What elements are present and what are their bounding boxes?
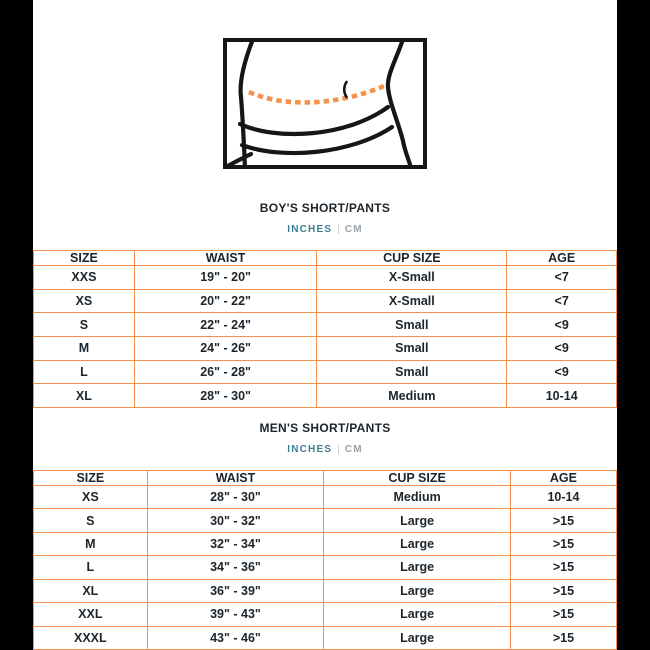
waist-measurement-diagram	[223, 38, 427, 169]
unit-inches-link[interactable]: INCHES	[287, 444, 333, 455]
navel-mark	[344, 82, 346, 97]
table-row	[34, 486, 617, 509]
cup-cell: Large	[324, 626, 511, 649]
unit-cm-link[interactable]: CM	[344, 224, 363, 235]
size-cell: XL	[34, 384, 135, 408]
column-header-age: AGE	[510, 471, 616, 486]
cup-cell: X-Small	[317, 266, 507, 290]
unit-toggle-boys	[33, 224, 617, 236]
size-cell: XS	[34, 486, 148, 509]
torso-outline-right	[388, 42, 411, 165]
size-cell: M	[34, 336, 135, 360]
cup-cell: Small	[317, 360, 507, 384]
column-header-cup-size: CUP SIZE	[324, 471, 511, 486]
size-chart-page	[33, 0, 617, 650]
table-row	[34, 313, 617, 337]
boys-size-table	[33, 250, 617, 408]
waist-cell: 26" - 28"	[134, 360, 316, 384]
size-cell: XXS	[34, 266, 135, 290]
table-row	[34, 289, 617, 313]
age-cell: 10-14	[507, 384, 617, 408]
cup-cell: X-Small	[317, 289, 507, 313]
unit-divider: |	[337, 444, 340, 455]
waist-cell: 28" - 30"	[147, 486, 324, 509]
size-cell: M	[34, 532, 148, 555]
age-cell: <7	[507, 266, 617, 290]
size-cell: XL	[34, 579, 148, 602]
cup-cell: Large	[324, 509, 511, 532]
size-cell: L	[34, 360, 135, 384]
age-cell: <9	[507, 313, 617, 337]
waist-cell: 39" - 43"	[147, 603, 324, 626]
age-cell: >15	[510, 626, 616, 649]
cup-cell: Small	[317, 336, 507, 360]
table-row	[34, 509, 617, 532]
waistband-upper-line	[240, 107, 388, 134]
table-row	[34, 579, 617, 602]
unit-toggle-mens	[33, 444, 617, 456]
column-header-size: SIZE	[34, 471, 148, 486]
unit-cm-link[interactable]: CM	[344, 444, 363, 455]
size-cell: XXL	[34, 603, 148, 626]
age-cell: >15	[510, 603, 616, 626]
age-cell: <9	[507, 336, 617, 360]
unit-inches-link[interactable]: INCHES	[287, 224, 333, 235]
cup-cell: Large	[324, 579, 511, 602]
age-cell: >15	[510, 556, 616, 579]
column-header-cup-size: CUP SIZE	[317, 251, 507, 266]
waist-cell: 19" - 20"	[134, 266, 316, 290]
cup-cell: Large	[324, 556, 511, 579]
mens-size-table	[33, 470, 617, 650]
column-header-waist: WAIST	[134, 251, 316, 266]
age-cell: >15	[510, 579, 616, 602]
waist-cell: 36" - 39"	[147, 579, 324, 602]
table-row	[34, 603, 617, 626]
table-row	[34, 384, 617, 408]
section-title-boys: BOY'S SHORT/PANTS	[259, 201, 391, 215]
age-cell: 10-14	[510, 486, 616, 509]
table-header-row	[34, 251, 617, 266]
size-cell: S	[34, 313, 135, 337]
waist-cell: 20" - 22"	[134, 289, 316, 313]
waist-cell: 22" - 24"	[134, 313, 316, 337]
table-row	[34, 626, 617, 649]
hip-line-left	[227, 154, 251, 165]
column-header-age: AGE	[507, 251, 617, 266]
size-cell: L	[34, 556, 148, 579]
cup-cell: Small	[317, 313, 507, 337]
waist-cell: 34" - 36"	[147, 556, 324, 579]
table-row	[34, 336, 617, 360]
column-header-size: SIZE	[34, 251, 135, 266]
cup-cell: Large	[324, 603, 511, 626]
section-title-mens: MEN'S SHORT/PANTS	[259, 421, 391, 435]
column-header-waist: WAIST	[147, 471, 324, 486]
torso-drawing	[227, 42, 423, 165]
size-cell: XS	[34, 289, 135, 313]
table-row	[34, 532, 617, 555]
unit-divider: |	[337, 224, 340, 235]
waist-cell: 30" - 32"	[147, 509, 324, 532]
size-cell: XXXL	[34, 626, 148, 649]
cup-cell: Medium	[324, 486, 511, 509]
cup-cell: Large	[324, 532, 511, 555]
table-row	[34, 266, 617, 290]
age-cell: <7	[507, 289, 617, 313]
waist-cell: 43" - 46"	[147, 626, 324, 649]
table-row	[34, 556, 617, 579]
waist-cell: 32" - 34"	[147, 532, 324, 555]
size-cell: S	[34, 509, 148, 532]
table-row	[34, 360, 617, 384]
waist-cell: 24" - 26"	[134, 336, 316, 360]
waist-cell: 28" - 30"	[134, 384, 316, 408]
age-cell: <9	[507, 360, 617, 384]
age-cell: >15	[510, 532, 616, 555]
age-cell: >15	[510, 509, 616, 532]
table-header-row	[34, 471, 617, 486]
cup-cell: Medium	[317, 384, 507, 408]
waist-measure-dashed-line	[249, 86, 384, 102]
